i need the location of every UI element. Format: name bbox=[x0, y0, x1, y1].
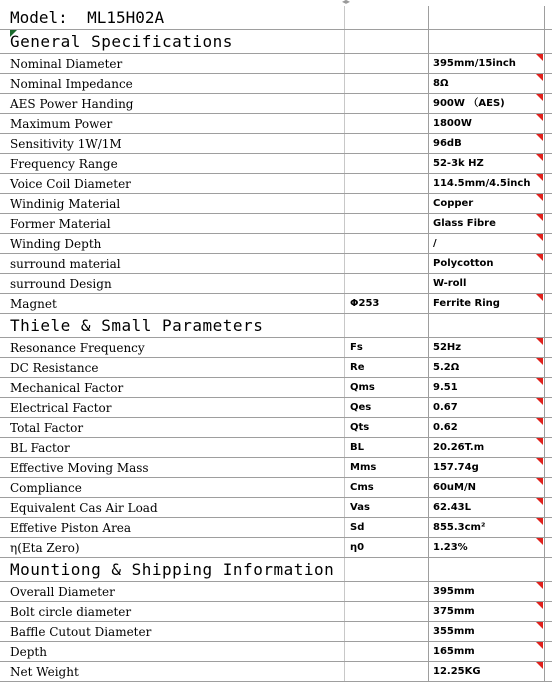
comment-indicator-icon[interactable] bbox=[536, 642, 543, 649]
comment-indicator-icon[interactable] bbox=[536, 582, 543, 589]
spec-label: Equivalent Cas Air Load bbox=[10, 501, 158, 515]
spec-value: 20.26T.m bbox=[433, 442, 485, 453]
comment-indicator-icon[interactable] bbox=[536, 194, 543, 201]
spec-symbol: Qes bbox=[350, 402, 372, 413]
spec-label: Winding Depth bbox=[10, 237, 102, 251]
spec-row[interactable] bbox=[0, 418, 552, 438]
spec-label: Total Factor bbox=[10, 421, 84, 435]
spec-symbol: Cms bbox=[350, 482, 374, 493]
spec-value: 900W （AES) bbox=[433, 98, 505, 109]
spec-value: 5.2Ω bbox=[433, 362, 460, 373]
spec-label: surround Design bbox=[10, 277, 112, 291]
spec-label: Frequency Range bbox=[10, 157, 118, 171]
spec-row[interactable] bbox=[0, 294, 552, 314]
comment-indicator-icon[interactable] bbox=[536, 498, 543, 505]
spec-value: 395mm bbox=[433, 586, 475, 597]
spec-value: 157.74g bbox=[433, 462, 479, 473]
spec-row[interactable] bbox=[0, 622, 552, 642]
spec-symbol: BL bbox=[350, 442, 364, 453]
spec-row[interactable] bbox=[0, 498, 552, 518]
spec-value: 114.5mm/4.5inch bbox=[433, 178, 531, 189]
spec-row[interactable] bbox=[0, 134, 552, 154]
spec-row[interactable] bbox=[0, 74, 552, 94]
comment-indicator-icon[interactable] bbox=[536, 74, 543, 81]
spec-value: Polycotton bbox=[433, 258, 494, 269]
spec-label: Former Material bbox=[10, 217, 111, 231]
comment-indicator-icon[interactable] bbox=[536, 378, 543, 385]
comment-indicator-icon[interactable] bbox=[536, 54, 543, 61]
spec-row[interactable] bbox=[0, 114, 552, 134]
spec-symbol: Qms bbox=[350, 382, 375, 393]
spec-label: Compliance bbox=[10, 481, 82, 495]
resize-arrows-icon[interactable]: ◂▸ bbox=[342, 0, 351, 6]
comment-indicator-icon[interactable] bbox=[536, 254, 543, 261]
spec-row[interactable] bbox=[0, 662, 552, 682]
comment-indicator-icon[interactable] bbox=[536, 174, 543, 181]
section-header[interactable] bbox=[0, 30, 552, 54]
spec-label: Windinig Material bbox=[10, 197, 121, 211]
spec-row[interactable] bbox=[0, 174, 552, 194]
spec-label: Effetive Piston Area bbox=[10, 521, 132, 535]
spec-value: Copper bbox=[433, 198, 474, 209]
spec-row[interactable] bbox=[0, 582, 552, 602]
spec-row[interactable] bbox=[0, 478, 552, 498]
comment-indicator-icon[interactable] bbox=[536, 294, 543, 301]
spec-label: DC Resistance bbox=[10, 361, 99, 375]
spec-value: 395mm/15inch bbox=[433, 58, 516, 69]
comment-indicator-icon[interactable] bbox=[536, 234, 543, 241]
section-header[interactable] bbox=[0, 314, 552, 338]
spec-label: Effective Moving Mass bbox=[10, 461, 149, 475]
spec-label: Resonance Frequency bbox=[10, 341, 145, 355]
spec-value: 165mm bbox=[433, 646, 475, 657]
comment-indicator-icon[interactable] bbox=[536, 538, 543, 545]
spec-symbol: Φ253 bbox=[350, 298, 380, 309]
spec-value: 96dB bbox=[433, 138, 462, 149]
comment-indicator-icon[interactable] bbox=[536, 114, 543, 121]
spec-label: Electrical Factor bbox=[10, 401, 112, 415]
comment-indicator-icon[interactable] bbox=[536, 214, 543, 221]
spec-label: η(Eta Zero) bbox=[10, 541, 80, 555]
spec-label: BL Factor bbox=[10, 441, 70, 455]
comment-indicator-icon[interactable] bbox=[536, 358, 543, 365]
spec-row[interactable] bbox=[0, 338, 552, 358]
section-title: Thiele & Small Parameters bbox=[10, 316, 264, 335]
comment-indicator-icon[interactable] bbox=[536, 338, 543, 345]
spec-label: Bolt circle diameter bbox=[10, 605, 132, 619]
spec-label: Magnet bbox=[10, 297, 57, 311]
spec-label: Net Weight bbox=[10, 665, 79, 679]
spec-row[interactable] bbox=[0, 378, 552, 398]
comment-indicator-icon[interactable] bbox=[536, 478, 543, 485]
comment-indicator-icon[interactable] bbox=[536, 662, 543, 669]
spec-value: 52Hz bbox=[433, 342, 462, 353]
spec-symbol: Fs bbox=[350, 342, 363, 353]
spec-label: Voice Coil Diameter bbox=[10, 177, 131, 191]
spec-value: 1800W bbox=[433, 118, 472, 129]
spec-row[interactable] bbox=[0, 358, 552, 378]
spec-row[interactable] bbox=[0, 254, 552, 274]
comment-indicator-icon[interactable] bbox=[536, 602, 543, 609]
spec-row[interactable] bbox=[0, 602, 552, 622]
model-row[interactable] bbox=[0, 6, 552, 30]
spec-symbol: Qts bbox=[350, 422, 370, 433]
spec-label: Mechanical Factor bbox=[10, 381, 124, 395]
spec-label: Maximum Power bbox=[10, 117, 113, 131]
spec-label: Nominal Impedance bbox=[10, 77, 133, 91]
comment-indicator-icon[interactable] bbox=[536, 94, 543, 101]
spec-value: 9.51 bbox=[433, 382, 458, 393]
spec-value: 0.62 bbox=[433, 422, 458, 433]
spec-row[interactable] bbox=[0, 154, 552, 174]
spec-value: / bbox=[433, 238, 437, 249]
comment-indicator-icon[interactable] bbox=[536, 518, 543, 525]
section-header[interactable] bbox=[0, 558, 552, 582]
spec-label: Overall Diameter bbox=[10, 585, 115, 599]
spec-value: 1.23% bbox=[433, 542, 468, 553]
spec-value: Glass Fibre bbox=[433, 218, 496, 229]
section-title: Mountiong & Shipping Information bbox=[10, 560, 335, 579]
spec-value: 8Ω bbox=[433, 78, 449, 89]
spec-row[interactable] bbox=[0, 94, 552, 114]
comment-indicator-icon[interactable] bbox=[536, 458, 543, 465]
spec-symbol: Mms bbox=[350, 462, 377, 473]
spec-value: 0.67 bbox=[433, 402, 458, 413]
spec-value: 12.25KG bbox=[433, 666, 481, 677]
spec-label: Sensitivity 1W/1M bbox=[10, 137, 122, 151]
spec-row[interactable] bbox=[0, 234, 552, 254]
section-title: General Specifications bbox=[10, 32, 233, 51]
spec-row[interactable] bbox=[0, 642, 552, 662]
spec-label: surround material bbox=[10, 257, 121, 271]
comment-indicator-icon[interactable] bbox=[536, 154, 543, 161]
spec-row[interactable] bbox=[0, 398, 552, 418]
spreadsheet bbox=[0, 6, 552, 682]
spec-label: Baffle Cutout Diameter bbox=[10, 625, 152, 639]
spec-symbol: Re bbox=[350, 362, 365, 373]
comment-indicator-icon[interactable] bbox=[536, 622, 543, 629]
spec-value: 62.43L bbox=[433, 502, 472, 513]
spec-row[interactable] bbox=[0, 438, 552, 458]
spec-row[interactable] bbox=[0, 214, 552, 234]
spec-symbol: Sd bbox=[350, 522, 365, 533]
spec-value: Ferrite Ring bbox=[433, 298, 500, 309]
spec-label: Nominal Diameter bbox=[10, 57, 123, 71]
spec-value: W-roll bbox=[433, 278, 467, 289]
comment-indicator-icon[interactable] bbox=[536, 418, 543, 425]
spec-row[interactable] bbox=[0, 274, 552, 294]
spec-row[interactable] bbox=[0, 54, 552, 74]
spec-row[interactable] bbox=[0, 518, 552, 538]
spec-value: 855.3cm² bbox=[433, 522, 486, 533]
spec-label: Depth bbox=[10, 645, 47, 659]
comment-indicator-icon[interactable] bbox=[536, 134, 543, 141]
spec-value: 60uM/N bbox=[433, 482, 477, 493]
spec-label: AES Power Handing bbox=[10, 97, 134, 111]
spec-symbol: η0 bbox=[350, 542, 365, 553]
model-label: Model: bbox=[10, 8, 68, 27]
spec-value: 355mm bbox=[433, 626, 475, 637]
spec-row[interactable] bbox=[0, 458, 552, 478]
spec-sections bbox=[0, 30, 552, 682]
spec-value: 52-3k HZ bbox=[433, 158, 484, 169]
model-title bbox=[10, 7, 164, 29]
comment-indicator-icon[interactable] bbox=[536, 398, 543, 405]
spec-value: 375mm bbox=[433, 606, 475, 617]
comment-indicator-icon[interactable] bbox=[536, 438, 543, 445]
spec-row[interactable] bbox=[0, 538, 552, 558]
spec-symbol: Vas bbox=[350, 502, 370, 513]
model-value: ML15H02A bbox=[87, 8, 165, 27]
spec-row[interactable] bbox=[0, 194, 552, 214]
